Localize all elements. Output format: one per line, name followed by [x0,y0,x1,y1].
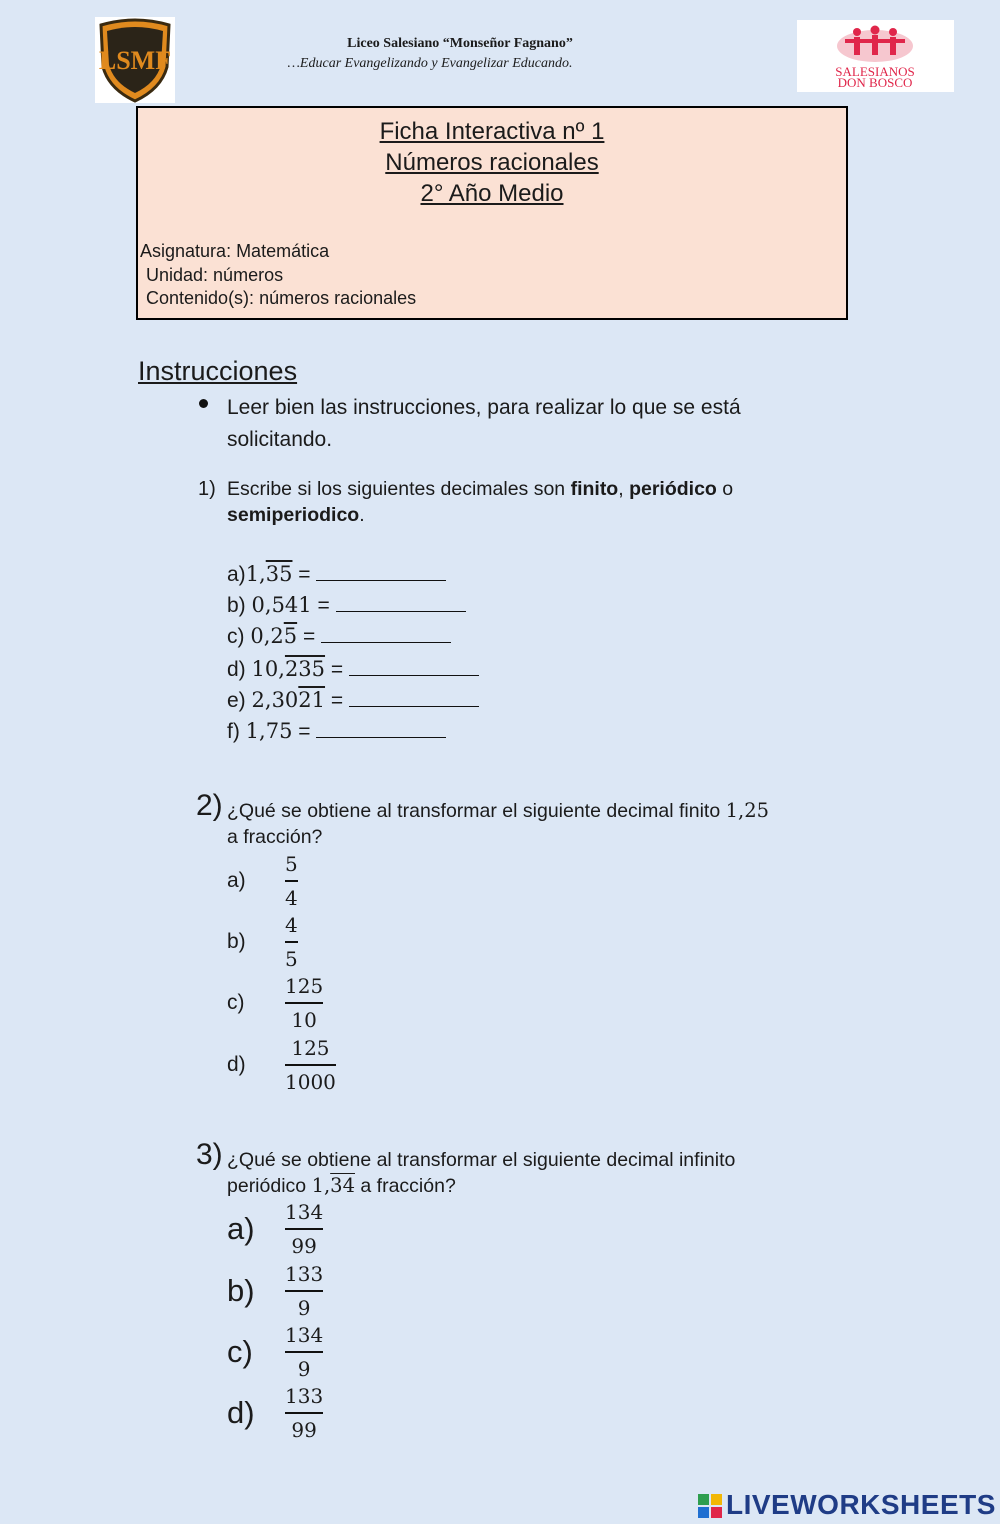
q2-option-label: c) [227,991,245,1014]
fraction-numerator: 5 [285,852,298,876]
q3-option-b[interactable] [227,1261,323,1321]
q1-item-decimal: 0,2 [250,624,284,648]
contenido-field [146,288,416,309]
fraction-denominator: 4 [285,886,298,910]
q1-item-label: c) [227,625,245,648]
fraction-bar [285,1351,323,1353]
fraction-bar [285,1412,323,1414]
q1-item-decimal: 2,30 [251,688,299,712]
instructions-bullet: Leer bien las instrucciones, para realizar lo que se está solicitando. [227,396,741,451]
q1-item-e [227,688,479,713]
q3-option-fraction [285,1322,323,1382]
q1-item-label: a) [227,563,246,586]
q3-option-label: d) [227,1395,255,1430]
q1-item-equals: = [297,625,316,648]
liveworksheets-brand[interactable]: LIVEWORKSHEETS [726,1489,996,1520]
q1-item-equals: = [292,720,311,743]
unidad-value: : números [203,265,284,285]
question-2-text-part: ¿Qué se obtiene al transformar el siguiente decimal finito [227,800,726,822]
q3-option-label: c) [227,1334,253,1369]
q3-option-label: a) [227,1211,255,1246]
fraction-numerator: 125 [285,974,324,998]
liveworksheets-logo-icon [698,1494,722,1523]
fraction-bar [285,1002,323,1004]
fraction-denominator: 5 [285,947,298,971]
q1-item-label: e) [227,689,246,712]
q2-option-label: b) [227,930,246,953]
q1-item-repeat: 35 [265,562,293,586]
q1-item-equals: = [325,658,344,681]
q3-option-d[interactable] [227,1383,323,1443]
q3-option-fraction [285,1383,323,1443]
fraction-denominator: 10 [291,1008,317,1032]
fraction-numerator: 134 [285,1200,324,1224]
q1-answer-blank-d[interactable] [349,657,479,676]
q1-item-d [227,657,479,682]
fraction-bar [285,1290,323,1292]
asignatura-value: : Matemática [226,241,330,261]
worksheet-title: Ficha Interactiva nº 1 [379,118,605,145]
worksheet-info-box [136,106,848,320]
q1-item-equals: = [325,689,344,712]
q1-item-label: f) [227,720,240,743]
school-name: Liceo Salesiano “Monseñor Fagnano” [347,36,573,51]
q1-answer-blank-e[interactable] [349,688,479,707]
q1-answer-blank-c[interactable] [321,624,451,643]
fraction-denominator: 9 [297,1296,311,1320]
q3-option-a[interactable] [227,1199,323,1259]
bullet-icon [199,399,208,408]
q3-option-fraction [285,1199,323,1259]
question-2-text [227,798,867,850]
worksheet-subject-title: Números racionales [385,149,599,176]
fraction-numerator: 133 [285,1262,324,1286]
q1-item-repeat: 235 [284,657,326,681]
q1-item-c [227,624,451,649]
question-3-text-part: a fracción? [355,1175,456,1197]
q2-option-fraction [285,851,298,911]
q1-item-decimal: 1,75 [245,719,293,743]
question-1-bold-periodico: periódico [629,478,717,500]
q2-option-fraction [285,973,323,1033]
school-shield-monogram: LSMF [98,46,172,75]
q1-answer-blank-f[interactable] [316,719,446,738]
question-1-bold-finito: finito [570,478,619,500]
school-motto: …Educar Evangelizando y Evangelizar Educando. [287,56,573,71]
fraction-numerator: 134 [285,1323,324,1347]
q1-item-equals: = [292,563,311,586]
asignatura-label: Asignatura [140,241,227,261]
contenido-label: Contenido(s): [146,288,255,308]
q1-item-label: d) [227,658,246,681]
q1-answer-blank-a[interactable] [316,562,446,581]
fraction-bar [285,941,298,943]
fraction-denominator: 99 [291,1234,317,1258]
q3-option-label: b) [227,1273,255,1308]
q2-option-b[interactable] [227,912,298,972]
unidad-field [146,265,283,286]
salesianos-logo-text-1: SALESIANOS [835,64,915,79]
salesianos-logo-text-2: DON BOSCO [837,75,913,90]
question-1-text [227,476,857,528]
fraction-denominator: 99 [291,1418,317,1442]
q2-option-c[interactable] [227,973,323,1033]
q2-option-a[interactable] [227,851,298,911]
question-3-text [227,1147,867,1199]
q1-item-label: b) [227,594,246,617]
question-1-text-part: Escribe si los siguientes decimales son [227,478,571,500]
question-3-repeat: 34 [330,1174,355,1197]
question-2-number: 2) [196,789,223,822]
fraction-bar [285,1064,336,1066]
question-1-text-part: , [618,478,630,500]
q2-option-label: d) [227,1053,246,1076]
q2-option-fraction [285,912,298,972]
q1-answer-blank-b[interactable] [336,593,466,612]
fraction-numerator: 125 [291,1036,330,1060]
q1-item-decimal: 1, [245,562,266,586]
q3-option-c[interactable] [227,1322,323,1382]
q1-item-decimal: 0,541 [251,593,312,617]
q1-item-f [227,719,446,744]
question-2-text-part: a fracción? [227,826,323,848]
q1-item-equals: = [311,594,330,617]
q1-item-repeat: 5 [283,624,298,648]
q1-item-decimal: 10, [251,657,285,681]
contenido-value: números racionales [254,288,417,308]
q1-item-repeat: 21 [298,688,326,712]
fraction-denominator: 1000 [285,1070,336,1094]
q2-option-fraction [285,1035,336,1095]
fraction-denominator: 9 [297,1357,311,1381]
fraction-numerator: 4 [285,913,298,937]
q2-option-d[interactable] [227,1035,336,1095]
q1-item-b [227,593,466,618]
question-1-bold-semiperiodico: semiperiodico [227,504,360,526]
fraction-bar [285,880,298,882]
worksheet-grade: 2° Año Medio [420,180,564,207]
question-1-text-part: . [359,504,365,526]
unidad-label: Unidad [146,265,204,285]
school-shield-logo [95,17,175,103]
asignatura-field [140,241,329,262]
instructions-title: Instrucciones [138,356,298,386]
q2-option-label: a) [227,869,246,892]
fraction-bar [285,1228,323,1230]
question-3-number: 3) [196,1138,223,1171]
q3-option-fraction [285,1261,323,1321]
fraction-numerator: 133 [285,1384,324,1408]
question-1-text-part: o [716,478,734,500]
q1-item-a [227,562,446,587]
question-1-number: 1) [198,478,216,500]
question-3-text-part: ¿Qué se obtiene al transformar el siguiente decimal infinito [227,1149,736,1171]
question-3-text-part: periódico [227,1175,312,1197]
question-3-decimal: 1, [311,1174,331,1197]
salesianos-logo [797,20,954,92]
question-2-decimal: 1,25 [725,799,770,822]
